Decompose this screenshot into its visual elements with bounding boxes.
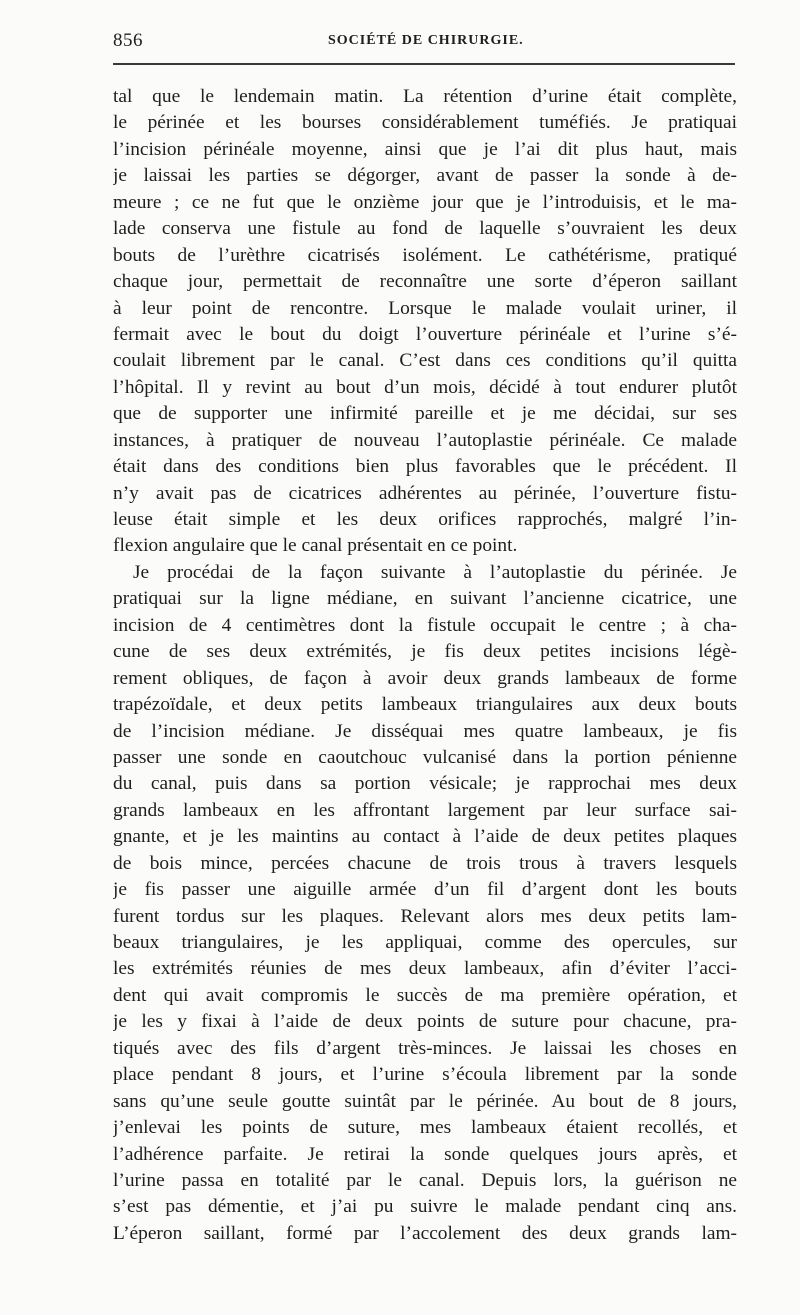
text-line: du canal, puis dans sa portion vésicale; je rapprochai mes deux	[113, 773, 737, 795]
text-line: grands lambeaux en les affrontant largement par leur surface sai-	[113, 799, 737, 821]
text-line: leuse était simple et les deux orifices rapprochés, malgré l’in-	[113, 509, 737, 530]
text-line: fermait avec le bout du doigt l’ouverture périnéale et l’urine s’é-	[113, 323, 737, 345]
text-line: l’incision périnéale moyenne, ainsi que je l’ai dit plus haut, mais	[113, 138, 737, 160]
text-line: cune de ses deux extrémités, je fis deux petites incisions légè-	[113, 641, 737, 663]
text-line: les extrémités réunies de mes deux lambeaux, afin d’éviter l’acci-	[113, 958, 737, 980]
text-line: je les y fixai à l’aide de deux points de suture pour chacune, pra-	[113, 1011, 737, 1033]
text-line: le périnée et les bourses considérablement tuméfiés. Je pratiquai	[113, 112, 737, 134]
text-line: trapézoïdale, et deux petits lambeaux triangulaires aux deux bouts	[113, 694, 737, 716]
text-line: furent tordus sur les plaques. Relevant alors mes deux petits lam-	[113, 905, 737, 927]
text-line: n’y avait pas de cicatrices adhérentes au périnée, l’ouverture fistu-	[113, 482, 737, 504]
page-number: 856	[113, 30, 143, 51]
text-line: de l’incision médiane. Je disséquai mes quatre lambeaux, je fis	[113, 720, 737, 742]
text-line: meure ; ce ne fut que le onzième jour que je l’introduisis, et le ma-	[113, 191, 737, 213]
text-line: rement obliques, de façon à avoir deux grands lambeaux de forme	[113, 667, 737, 689]
text-line: passer une sonde en caoutchouc vulcanisé dans la portion pénienne	[113, 746, 737, 768]
text-line: s’est pas démentie, et j’ai pu suivre le malade pendant cinq ans.	[113, 1196, 737, 1218]
running-title: SOCIÉTÉ DE CHIRURGIE.	[328, 33, 524, 48]
text-line: chaque jour, permettait de reconnaître une sorte d’éperon saillant	[113, 271, 737, 293]
text-line: place pendant 8 jours, et l’urine s’écoula librement par la sonde	[113, 1064, 737, 1086]
text-line: à leur point de rencontre. Lorsque le malade voulait uriner, il	[113, 297, 737, 319]
text-line: coulait librement par le canal. C’est dans ces conditions qu’il quitta	[113, 350, 737, 372]
text-line: pratiquai sur la ligne médiane, en suivant l’ancienne cicatrice, une	[113, 588, 737, 610]
text-line: sans qu’une seule goutte suintât par le périnée. Au bout de 8 jours,	[113, 1090, 737, 1112]
text-line: instances, à pratiquer de nouveau l’autoplastie périnéale. Ce malade	[113, 429, 737, 451]
text-line: tal que le lendemain matin. La rétention d’urine était complète,	[113, 86, 737, 107]
text-line: je fis passer une aiguille armée d’un fil d’argent dont les bouts	[113, 879, 737, 901]
text-line: tiqués avec des fils d’argent très-minces. Je laissai les choses en	[113, 1037, 737, 1059]
text-line: L’éperon saillant, formé par l’accolement des deux grands lam-	[113, 1222, 737, 1244]
text-line: flexion angulaire que le canal présentait en ce point.	[113, 535, 518, 557]
text-line: l’hôpital. Il y revint au bout d’un mois, décidé à tout endurer plutôt	[113, 376, 737, 398]
text-line: j’enlevai les points de suture, mes lambeaux étaient recollés, et	[113, 1117, 737, 1139]
text-line: l’adhérence parfaite. Je retirai la sonde quelques jours après, et	[113, 1143, 737, 1165]
body-text	[113, 84, 737, 1247]
text-line: je laissai les parties se dégorger, avant de passer la sonde à de-	[113, 165, 737, 187]
text-line: beaux triangulaires, je les appliquai, comme des opercules, sur	[113, 932, 737, 953]
text-line: dent qui avait compromis le succès de ma première opération, et	[113, 984, 737, 1006]
header-rule	[113, 63, 735, 65]
text-line: incision de 4 centimètres dont la fistule occupait le centre ; à cha-	[113, 614, 737, 636]
page-header	[113, 30, 735, 54]
text-line: gnante, et je les maintins au contact à l’aide de deux petites plaques	[113, 826, 737, 848]
text-line: Je procédai de la façon suivante à l’autoplastie du périnée. Je	[133, 561, 737, 583]
text-line: lade conserva une fistule au fond de laquelle s’ouvraient les deux	[113, 218, 737, 240]
text-line: bouts de l’urèthre cicatrisés isolément. Le cathétérisme, pratiqué	[113, 244, 737, 266]
text-line: que de supporter une infirmité pareille et je me décidai, sur ses	[113, 403, 737, 425]
text-line: était dans des conditions bien plus favorables que le précédent. Il	[113, 456, 737, 478]
text-line: de bois mince, percées chacune de trois trous à travers lesquels	[113, 852, 737, 874]
text-line: l’urine passa en totalité par le canal. Depuis lors, la guérison ne	[113, 1169, 737, 1191]
